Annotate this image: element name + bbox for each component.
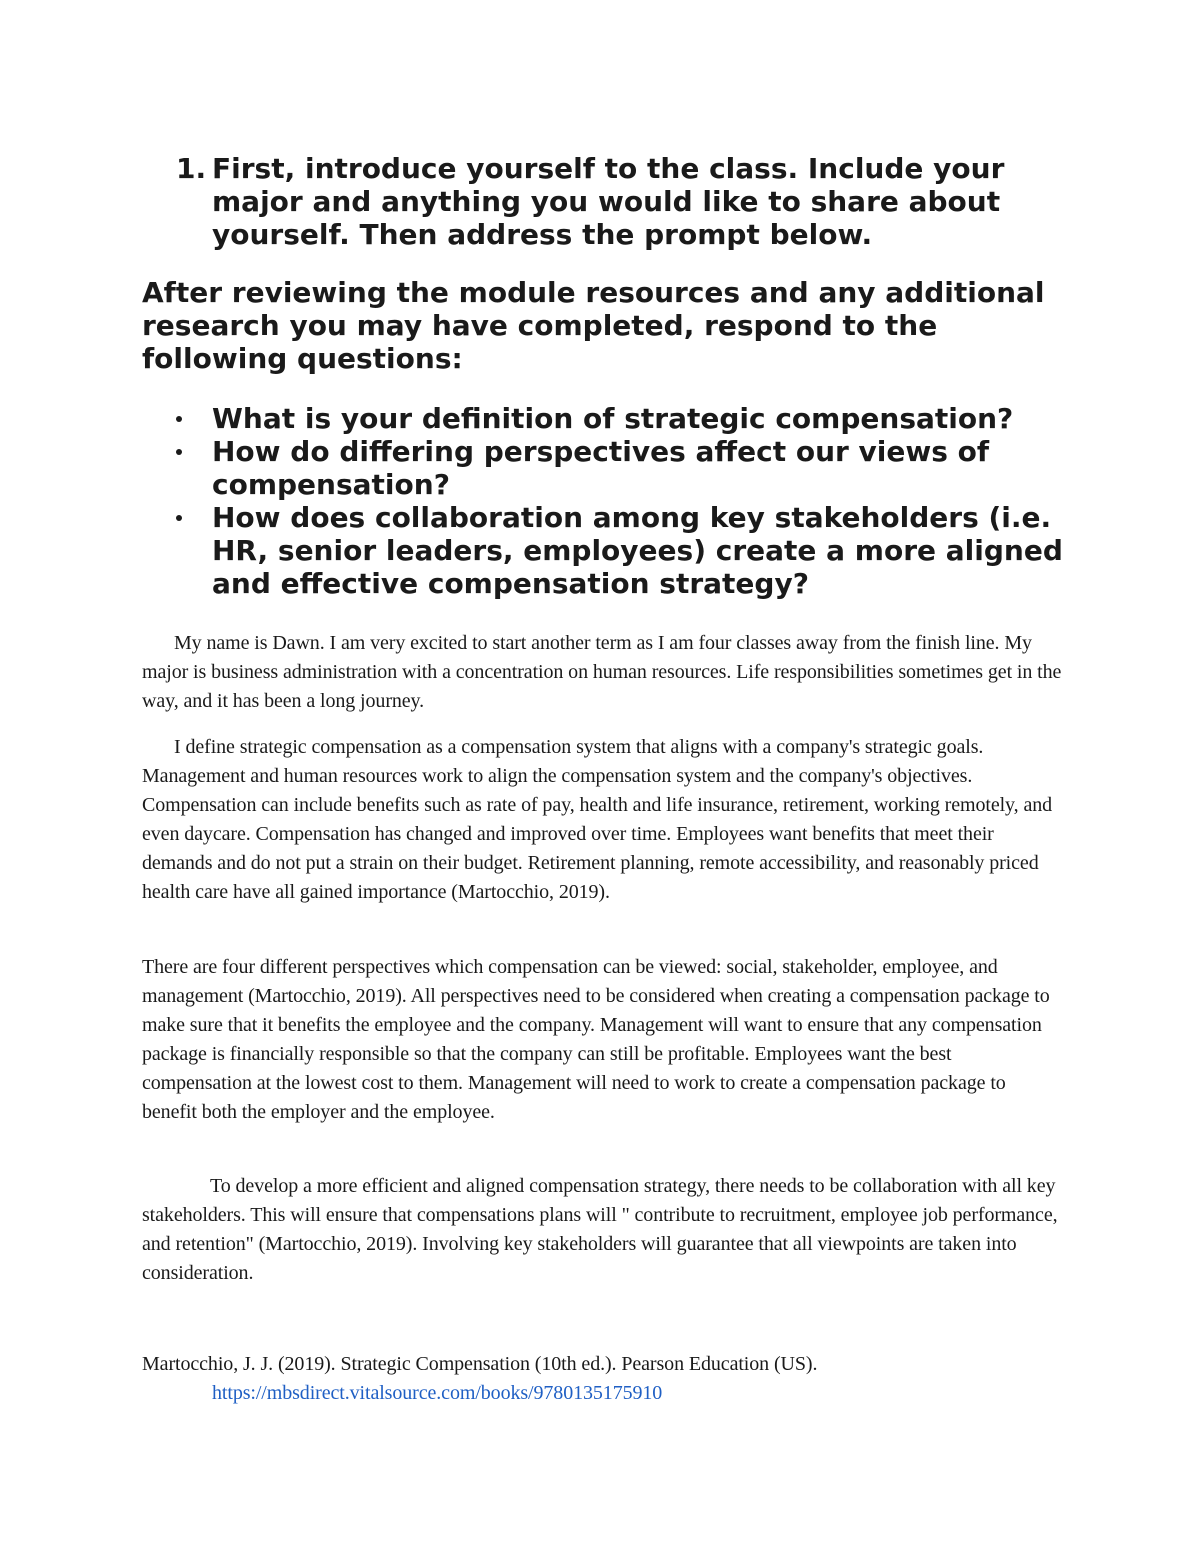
list-number: 1. <box>176 152 207 185</box>
question-item <box>176 435 1076 501</box>
numbered-prompt-item <box>176 152 1076 251</box>
reference-entry <box>142 1350 1132 1408</box>
question-list <box>176 402 1076 600</box>
question-text: How does collaboration among key stakeholders (i.e. HR, senior leaders, employees) create a more aligned and effective compensation strategy? <box>212 501 1063 600</box>
reference-citation: Martocchio, J. J. (2019). Strategic Compensation (10th ed.). Pearson Education (US). <box>142 1353 818 1375</box>
question-item <box>176 402 1076 435</box>
response-paragraph-perspectives: There are four different perspectives which compensation can be viewed: social, stakeholder, employee, and management (Martocchio, 2019). All perspectives need to be considered when creating a compensation package to make sure that it benefits the employee and the company. Management will want to ensure that any compensation package is financially responsible so that the company can still be profitable. Employees want the best compensation at the lowest cost to them. Management will need to work to create a compensation package to benefit both the employer and the employee. <box>142 956 1050 1123</box>
question-text: How do differing perspectives affect our views of compensation? <box>212 435 990 501</box>
reference-link[interactable]: https://mbsdirect.vitalsource.com/books/9780135175910 <box>212 1382 663 1404</box>
bullet-icon <box>176 449 182 455</box>
prompt-lead: After reviewing the module resources and any additional research you may have completed, respond to the following questions: <box>142 276 1045 375</box>
response-paragraph-collaboration: To develop a more efficient and aligned compensation strategy, there needs to be collaboration with all key stakeholders. This will ensure that compensations plans will " contribute to recruitment, employee job performance, and retention" (Martocchio, 2019). Involving key stakeholders will guarantee that all viewpoints are taken into consideration. <box>142 1175 1058 1284</box>
response-paragraph-intro: My name is Dawn. I am very excited to start another term as I am four classes away from the finish line. My major is business administration with a concentration on human resources. Life responsibilities sometimes get in the way, and it has been a long journey. <box>142 632 1062 712</box>
response-paragraph-definition: I define strategic compensation as a compensation system that aligns with a company's strategic goals. Management and human resources work to align the compensation system and the company's objectives. Compensation can include benefits such as rate of pay, health and life insurance, retirement, working remotely, and even daycare. Compensation has changed and improved over time. Employees want benefits that meet their demands and do not put a strain on their budget. Retirement planning, remote accessibility, and reasonably priced health care have all gained importance (Martocchio, 2019). <box>142 736 1053 903</box>
bullet-icon <box>176 416 182 422</box>
bullet-icon <box>176 515 182 521</box>
question-item <box>176 501 1076 600</box>
prompt-instruction: First, introduce yourself to the class. Include your major and anything you would like to share about yourself. Then address the prompt below. <box>212 152 1005 251</box>
question-text: What is your definition of strategic compensation? <box>212 402 1014 435</box>
